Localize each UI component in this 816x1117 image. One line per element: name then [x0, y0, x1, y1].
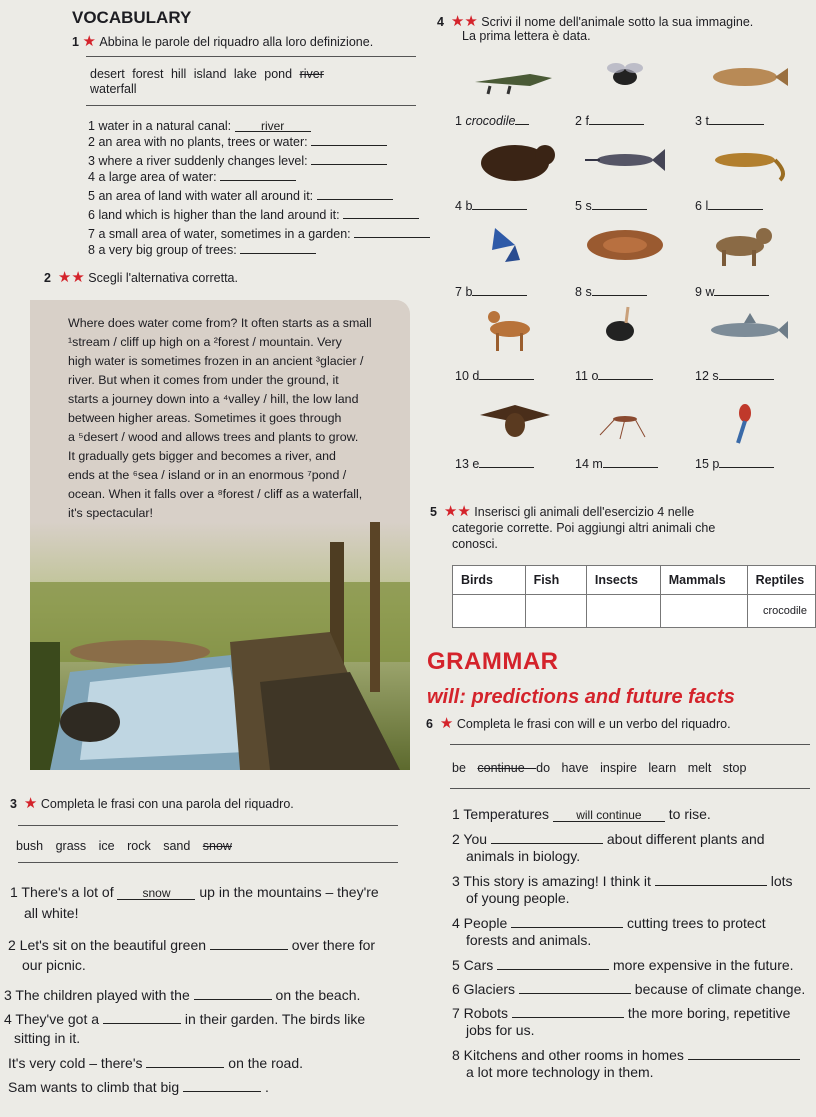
animal-label — [575, 455, 658, 471]
star-icon: ★ — [23, 795, 38, 812]
sentence-start: Sam wants to climb that big — [8, 1079, 184, 1095]
categories-table — [452, 565, 816, 628]
sentence-line — [8, 936, 375, 953]
answer-blank[interactable] — [311, 132, 387, 146]
animal-number: 11 — [575, 369, 592, 383]
ex3-word-box — [16, 838, 232, 854]
column-header: Reptiles — [747, 566, 815, 595]
answer-blank[interactable] — [210, 936, 288, 950]
animal-label — [695, 283, 769, 299]
column-header: Fish — [525, 566, 586, 595]
sentence-start: 5 Cars — [452, 957, 498, 973]
sentence-end: over there for — [287, 937, 376, 953]
animal-label — [575, 367, 653, 383]
answer-blank[interactable] — [655, 872, 767, 886]
sentence-line — [4, 1010, 365, 1027]
column-header: Birds — [453, 566, 526, 595]
answer-blank[interactable] — [598, 367, 653, 380]
deer-icon — [470, 305, 560, 355]
answer-blank[interactable] — [515, 112, 529, 125]
box-word: inspire — [600, 761, 649, 775]
answer-blank[interactable] — [688, 1046, 800, 1060]
star-icon: ★ — [439, 715, 454, 732]
definition-item — [88, 205, 419, 223]
animal-letter: t — [705, 114, 709, 128]
item-number: 5 — [88, 189, 99, 203]
box-word: be — [452, 761, 478, 775]
answer-blank[interactable]: will continue — [553, 808, 665, 822]
animal-label — [575, 197, 647, 213]
sentence-end: on the beach. — [271, 987, 361, 1003]
reading-line: Where does water come from? It often starts as a small — [68, 316, 372, 330]
animal-letter: w — [705, 285, 715, 299]
answer-blank[interactable]: snow — [117, 886, 195, 900]
animal-number: 3 — [695, 114, 706, 128]
eagle-icon — [470, 395, 560, 445]
sentence-start: 1 Temperatures — [452, 806, 553, 822]
reading-line: ends at the ⁶sea / island or in an enormous ⁷pond / — [68, 468, 347, 482]
answer-blank[interactable] — [354, 224, 430, 238]
reading-line: ocean. When it falls over a ⁸forest / cliff as a waterfall, — [68, 487, 363, 501]
sentence-line — [452, 1046, 800, 1063]
ex6-instruction: Completa le frasi con will e un verbo del riquadro. — [456, 717, 731, 731]
sentence-line — [452, 1004, 790, 1021]
sentence-continuation: forests and animals. — [466, 932, 592, 948]
sentence-line — [8, 1054, 303, 1071]
sentence-start: 1 There's a lot of — [10, 884, 118, 900]
box-word: rock — [127, 839, 164, 853]
box-word: do — [536, 761, 562, 775]
answer-blank[interactable] — [343, 205, 419, 219]
sentence-start: It's very cold – there's — [8, 1055, 147, 1071]
answer-blank[interactable] — [240, 240, 316, 254]
section-title: VOCABULARY — [72, 8, 192, 27]
sentence-end: because of climate change. — [630, 981, 806, 997]
column-header: Insects — [586, 566, 660, 595]
sentence-line — [452, 872, 793, 889]
sentence-end: in their garden. The birds like — [180, 1011, 366, 1027]
animal-letter: b — [465, 199, 473, 213]
ostrich-icon — [580, 305, 670, 355]
wolf-icon — [700, 220, 790, 270]
ex1-heading — [72, 34, 373, 50]
answer-blank[interactable] — [479, 455, 534, 468]
ex5-instruction-3: conosci. — [452, 537, 498, 551]
ex4-number: 4 — [437, 15, 444, 29]
star-icon: ★★ — [443, 503, 471, 520]
animal-label — [455, 283, 527, 299]
sentence-line — [4, 986, 360, 1003]
animal-number: 8 — [575, 285, 586, 299]
ex6-word-box — [452, 760, 746, 776]
swordfish-icon — [580, 135, 670, 185]
answer-blank[interactable] — [511, 914, 623, 928]
answer-blank[interactable] — [592, 283, 647, 296]
box-word: desert — [90, 67, 133, 81]
ex2-heading — [44, 270, 238, 286]
animal-label — [455, 197, 527, 213]
item-text: land which is higher than the land around it: — [98, 208, 344, 222]
fly-icon — [580, 52, 670, 102]
answer-blank[interactable] — [472, 197, 527, 210]
item-number: 2 — [88, 135, 99, 149]
answer-blank[interactable] — [592, 197, 647, 210]
item-number: 6 — [88, 208, 99, 222]
answer-blank[interactable] — [709, 112, 764, 125]
reading-line: high water is sometimes frozen in an ancient ³glacier / — [68, 354, 364, 368]
answer-blank[interactable] — [491, 830, 603, 844]
sentence-start: 4 They've got a — [4, 1011, 103, 1027]
animal-letter: p — [712, 457, 720, 471]
animal-number: 1 — [455, 114, 466, 128]
table-row — [453, 595, 816, 628]
box-word: grass — [55, 839, 99, 853]
grammar-subtitle-text: will: predictions and future facts — [427, 686, 735, 708]
box-word: hill — [170, 67, 194, 81]
animal-number: 12 — [695, 369, 713, 383]
reading-box — [30, 300, 410, 770]
sentence-line — [452, 956, 794, 973]
sentence-continuation: of young people. — [466, 890, 570, 906]
box-word: river — [299, 67, 324, 81]
box-word: lake — [233, 67, 265, 81]
lizard-icon — [700, 135, 790, 185]
snake-icon — [580, 220, 670, 270]
animal-number: 4 — [455, 199, 466, 213]
box-word: learn — [648, 761, 688, 775]
sentence-continuation: animals in biology. — [466, 848, 581, 864]
sentence-end: lots — [766, 873, 793, 889]
ex5-instruction-1: Inserisci gli animali dell'esercizio 4 nelle — [474, 505, 695, 519]
sentence-continuation: jobs for us. — [466, 1022, 535, 1038]
item-text: where a river suddenly changes level: — [98, 154, 312, 168]
answer-blank[interactable] — [183, 1078, 261, 1092]
animal-number: 7 — [455, 285, 466, 299]
animal-letter: f — [585, 114, 589, 128]
animal-label — [575, 112, 644, 128]
sentence-start: 8 Kitchens and other rooms in homes — [452, 1047, 688, 1063]
box-word: bush — [16, 839, 56, 853]
box-word: island — [193, 67, 234, 81]
answer-blank[interactable] — [311, 151, 387, 165]
sentence-line — [14, 1030, 80, 1046]
animal-letter: m — [592, 457, 603, 471]
ex5-number: 5 — [430, 505, 437, 519]
box-word: melt — [687, 761, 723, 775]
sentence-start: 3 The children played with the — [4, 987, 194, 1003]
ex6-heading — [426, 716, 731, 732]
box-word: snow — [202, 839, 232, 853]
ex3-instruction: Completa le frasi con una parola del riquadro. — [40, 797, 294, 811]
answer-blank[interactable] — [317, 186, 393, 200]
parrot-icon — [700, 395, 790, 445]
item-number: 8 — [88, 243, 99, 257]
animal-letter: e — [472, 457, 480, 471]
sentence-end: more expensive in the future. — [609, 957, 794, 973]
definition-item — [88, 186, 393, 204]
crocodile-icon — [470, 52, 560, 102]
item-text: an area of land with water all around it: — [98, 189, 317, 203]
answer-blank[interactable] — [220, 167, 296, 181]
ex5-heading — [430, 504, 694, 520]
ex3-heading — [10, 796, 294, 812]
shark-icon — [700, 305, 790, 355]
item-number: 3 — [88, 154, 99, 168]
reading-line: it's spectacular! — [68, 506, 154, 520]
answer-blank[interactable] — [589, 112, 644, 125]
reading-line: starts a journey down into a ⁴valley / hill, the low land — [68, 392, 359, 406]
animal-label — [455, 112, 529, 128]
sentence-end: the more boring, repetitive — [623, 1005, 791, 1021]
animal-letter: l — [705, 199, 709, 213]
ex2-number: 2 — [44, 271, 51, 285]
trout-icon — [700, 52, 790, 102]
table-cell[interactable] — [525, 595, 586, 628]
answer-blank[interactable] — [603, 455, 658, 468]
item-number: 4 — [88, 170, 99, 184]
sentence-line — [24, 905, 78, 921]
ex2-instruction: Scegli l'alternativa corretta. — [88, 271, 238, 285]
animal-label — [695, 197, 763, 213]
column-header: Mammals — [660, 566, 747, 595]
animal-number: 2 — [575, 114, 586, 128]
item-number: 1 — [88, 119, 99, 133]
animal-label — [455, 455, 534, 471]
animal-label — [695, 455, 774, 471]
table-cell[interactable] — [660, 595, 747, 628]
sentence-line — [8, 1078, 269, 1095]
ex4-sub: La prima lettera è data. — [462, 29, 591, 43]
grammar-subtitle — [427, 686, 735, 709]
answer-blank[interactable] — [512, 1004, 624, 1018]
animal-number: 6 — [695, 199, 706, 213]
animal-label — [695, 367, 774, 383]
bear-icon — [470, 135, 560, 185]
answer-blank[interactable] — [719, 367, 774, 380]
ex5-instruction-2: categorie corrette. Poi aggiungi altri animali che — [452, 521, 716, 535]
answer-blank[interactable] — [479, 367, 534, 380]
reading-line: between higher areas. Sometimes it goes through — [68, 411, 342, 425]
word-box — [90, 66, 324, 82]
item-text: an area with no plants, trees or water: — [98, 135, 312, 149]
waterfall-photo — [30, 522, 410, 770]
ex6-number: 6 — [426, 717, 433, 731]
word-box-line2: waterfall — [90, 82, 137, 96]
animal-letter: crocodile — [465, 114, 516, 128]
animal-label — [455, 367, 534, 383]
sentence-start: all white! — [24, 905, 79, 921]
item-text: a very big group of trees: — [98, 243, 241, 257]
animal-letter: d — [472, 369, 480, 383]
sentence-line — [452, 830, 765, 847]
animal-letter: s — [712, 369, 719, 383]
sentence-end: cutting trees to protect — [623, 915, 766, 931]
sentence-start: 2 You — [452, 831, 491, 847]
table-cell[interactable] — [453, 595, 526, 628]
butterfly-icon — [470, 220, 560, 270]
box-word: pond — [264, 67, 300, 81]
sentence-line — [10, 884, 379, 900]
sentence-end: up in the mountains – they're — [195, 884, 379, 900]
animal-number: 5 — [575, 199, 586, 213]
box-word: forest — [132, 67, 171, 81]
animal-letter: b — [465, 285, 473, 299]
box-word: ice — [98, 839, 128, 853]
sentence-start: 6 Glaciers — [452, 981, 519, 997]
answer-blank[interactable] — [472, 283, 527, 296]
sentence-end: on the road. — [224, 1055, 304, 1071]
item-text: a large area of water: — [98, 170, 221, 184]
ex3-number: 3 — [10, 797, 17, 811]
sentence-start: sitting in it. — [14, 1030, 81, 1046]
item-number: 7 — [88, 227, 99, 241]
answer-blank[interactable] — [194, 986, 272, 1000]
animal-number: 13 — [455, 457, 473, 471]
answer-blank[interactable]: river — [235, 118, 311, 132]
star-icon: ★★ — [57, 269, 85, 286]
reading-line: It gradually gets bigger and becomes a river, and — [68, 449, 336, 463]
reading-text — [68, 314, 408, 523]
reading-line: ¹stream / cliff up high on a ²forest / mountain. Very — [68, 335, 342, 349]
reading-line: river. But when it comes from under the ground, it — [68, 373, 339, 387]
sentence-start: 7 Robots — [452, 1005, 512, 1021]
animal-number: 14 — [575, 457, 593, 471]
ex1-number: 1 — [72, 35, 79, 49]
ex4-instruction: Scrivi il nome dell'animale sotto la sua immagine. — [481, 15, 754, 29]
answer-blank[interactable] — [708, 197, 763, 210]
definition-item — [88, 132, 387, 150]
item-text: a small area of water, sometimes in a garden: — [98, 227, 355, 241]
sentence-line — [452, 806, 711, 822]
animal-letter: o — [591, 369, 599, 383]
definition-item — [88, 240, 316, 258]
table-header-row — [453, 566, 816, 595]
ex1-instruction: Abbina le parole del riquadro alla loro definizione. — [99, 35, 374, 49]
box-word: have — [561, 761, 601, 775]
animal-letter: s — [585, 199, 592, 213]
sentence-start: our picnic. — [22, 957, 86, 973]
table-cell[interactable]: crocodile — [747, 595, 815, 628]
mosquito-icon — [580, 395, 670, 445]
answer-blank[interactable] — [714, 283, 769, 296]
sentence-start: 4 People — [452, 915, 512, 931]
sentence-line — [452, 914, 766, 931]
animal-letter: s — [585, 285, 592, 299]
table-cell[interactable] — [586, 595, 660, 628]
reading-line: a ⁵desert / wood and allows trees and plants to grow. — [68, 430, 359, 444]
sentence-start: 3 This story is amazing! I think it — [452, 873, 655, 889]
animal-label — [575, 283, 647, 299]
animal-number: 9 — [695, 285, 706, 299]
answer-blank[interactable] — [719, 455, 774, 468]
box-word: sand — [163, 839, 203, 853]
grammar-title: GRAMMAR — [427, 648, 559, 675]
answer-blank[interactable] — [103, 1010, 181, 1024]
animal-number: 10 — [455, 369, 473, 383]
sentence-end: about different plants and — [602, 831, 765, 847]
sentence-line — [452, 980, 805, 997]
item-text: water in a natural canal: — [98, 119, 235, 133]
animal-number: 15 — [695, 457, 713, 471]
sentence-line — [22, 957, 86, 973]
sentence-end: to rise. — [664, 806, 711, 822]
sentence-start: 2 Let's sit on the beautiful green — [8, 937, 210, 953]
answer-blank[interactable] — [497, 956, 609, 970]
sentence-continuation: a lot more technology in them. — [466, 1064, 654, 1080]
box-word: stop — [722, 761, 747, 775]
animal-label — [695, 112, 764, 128]
sentence-end: . — [261, 1079, 269, 1095]
star-icon: ★★ — [450, 13, 478, 30]
answer-blank[interactable] — [146, 1054, 224, 1068]
definition-item — [88, 167, 296, 185]
box-word: continue — [477, 761, 537, 775]
star-icon: ★ — [82, 33, 96, 50]
answer-blank[interactable] — [519, 980, 631, 994]
